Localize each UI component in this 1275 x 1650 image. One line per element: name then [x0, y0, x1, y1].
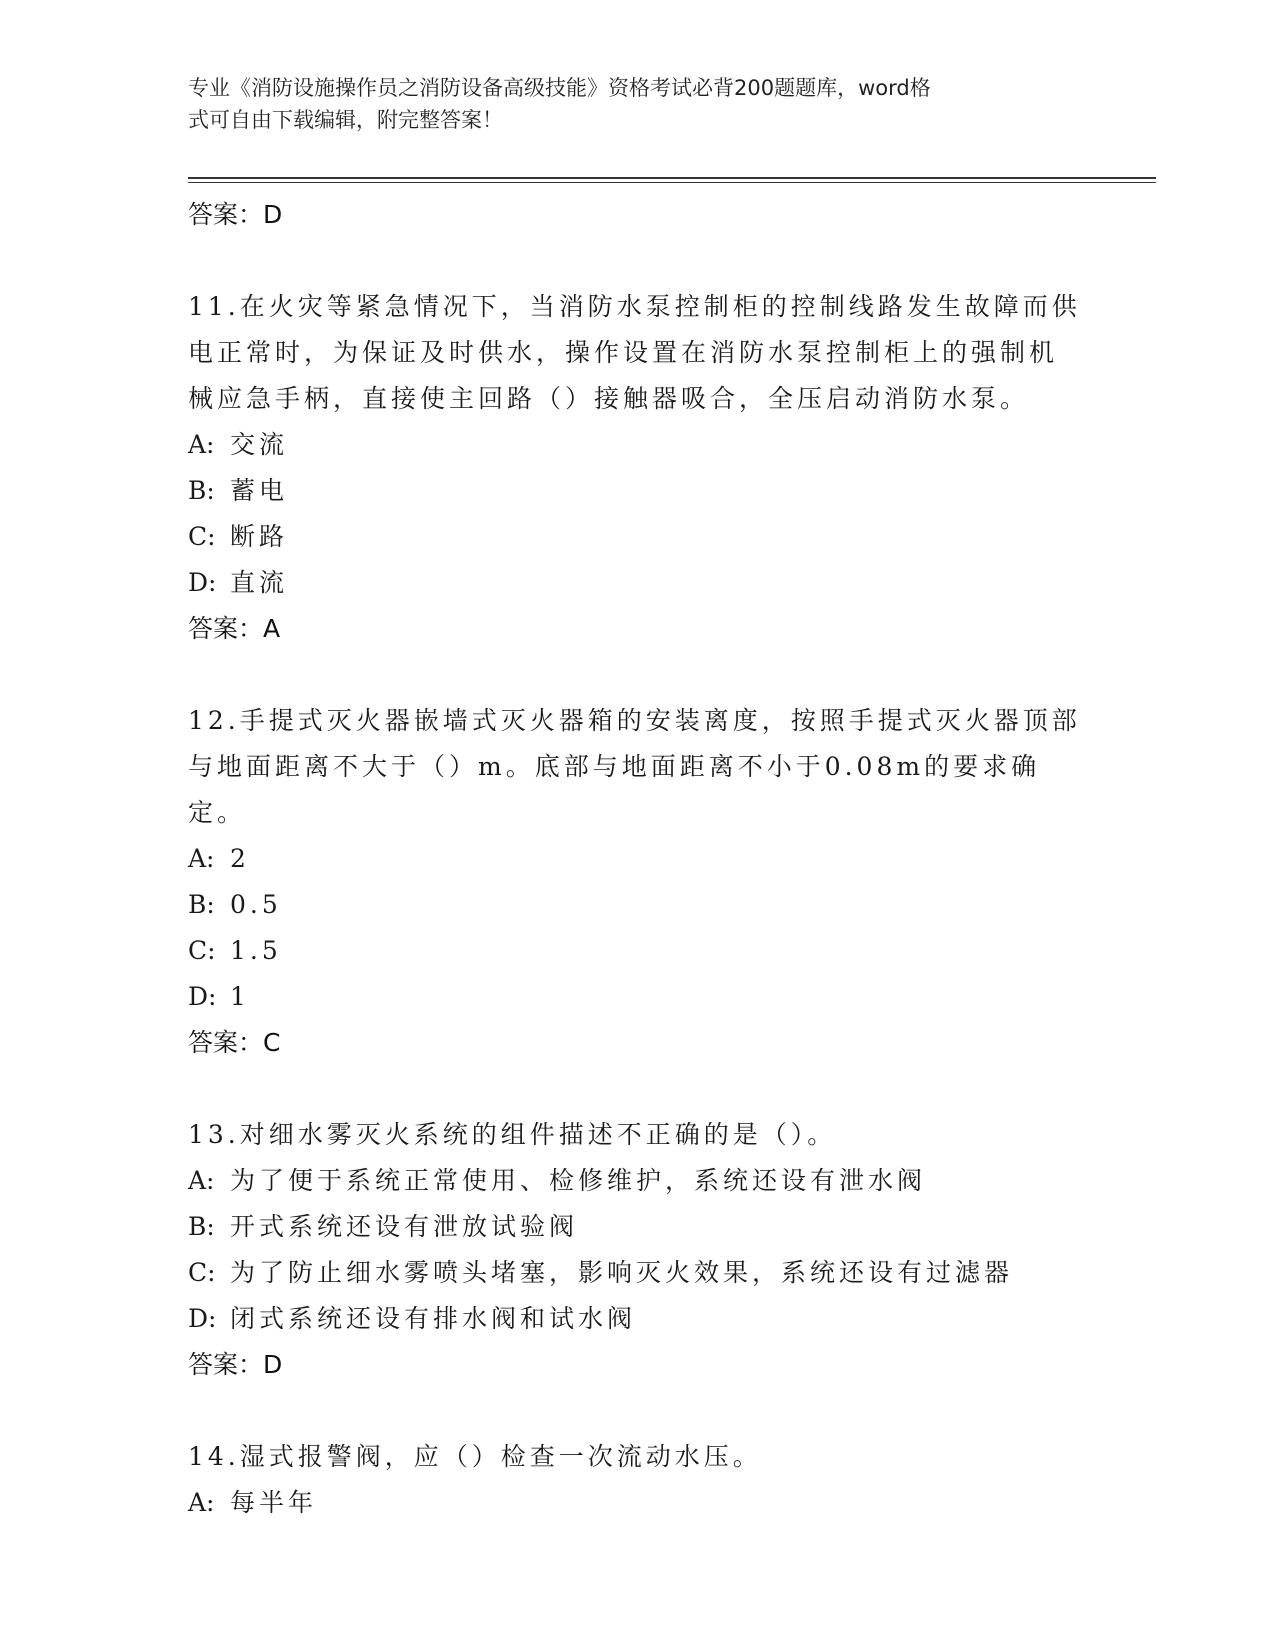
option-c — [188, 514, 1088, 560]
option-text: 1 — [230, 982, 250, 1011]
option-key: B: — [188, 1212, 215, 1241]
option-key: C: — [188, 522, 216, 551]
option-text: 蓄电 — [230, 476, 289, 505]
question-number: 12. — [188, 706, 240, 735]
option-a — [188, 836, 1088, 882]
option-text: 闭式系统还设有排水阀和试水阀 — [230, 1304, 637, 1333]
option-a — [188, 1480, 1088, 1526]
option-text: 为了防止细水雾喷头堵塞，影响灭火效果，系统还设有过滤器 — [230, 1258, 1014, 1287]
option-key: A: — [188, 1166, 215, 1195]
option-b — [188, 468, 1088, 514]
option-key: D: — [188, 568, 217, 597]
option-key: C: — [188, 936, 216, 965]
question-list — [188, 188, 1088, 1526]
option-text: 交流 — [230, 430, 289, 459]
option-a — [188, 1158, 1088, 1204]
question-line: 电正常时，为保证及时供水，操作设置在消防水泵控制柜上的强制机 — [188, 338, 1059, 367]
option-text: 开式系统还设有泄放试验阀 — [230, 1212, 579, 1241]
question-12 — [188, 698, 1088, 836]
option-text: 每半年 — [230, 1488, 318, 1517]
answer-line: 答案：A — [188, 614, 281, 643]
option-text: 1.5 — [230, 936, 282, 965]
question-text: 手提式灭火器嵌墙式灭火器箱的安装离度，按照手提式灭火器顶部 — [239, 706, 1081, 735]
question-text: 在火灾等紧急情况下，当消防水泵控制柜的控制线路发生故障而供 — [239, 292, 1081, 321]
question-line — [188, 284, 1088, 330]
answer-line: 答案：C — [188, 1028, 281, 1057]
option-b — [188, 882, 1088, 928]
option-key: C: — [188, 1258, 216, 1287]
option-d — [188, 1296, 1088, 1342]
question-line — [188, 1112, 1088, 1158]
question-text: 对细水雾灭火系统的组件描述不正确的是（）。 — [239, 1120, 837, 1149]
question-number: 14. — [188, 1442, 240, 1471]
question-text: 湿式报警阀，应（）检查一次流动水压。 — [239, 1442, 762, 1471]
header-line-1: 专业《消防设施操作员之消防设备高级技能》资格考试必背200题题库，word格 — [188, 76, 931, 100]
option-text: 2 — [230, 844, 250, 873]
question-line: 与地面距离不大于（）m。底部与地面距离不小于0.08m的要求确定。 — [188, 752, 1041, 827]
answer-line: 答案：D — [188, 1350, 283, 1379]
option-key: A: — [188, 844, 215, 873]
option-key: A: — [188, 430, 215, 459]
document-header — [188, 72, 1068, 136]
option-a — [188, 422, 1088, 468]
question-line — [188, 1434, 1088, 1480]
question-11 — [188, 284, 1088, 422]
question-number: 13. — [188, 1120, 240, 1149]
option-key: B: — [188, 890, 215, 919]
option-text: 为了便于系统正常使用、检修维护，系统还设有泄水阀 — [230, 1166, 927, 1195]
option-key: A: — [188, 1488, 215, 1517]
option-c — [188, 928, 1088, 974]
option-d — [188, 560, 1088, 606]
option-b — [188, 1204, 1088, 1250]
question-line: 械应急手柄，直接使主回路（）接触器吸合，全压启动消防水泵。 — [188, 384, 1030, 413]
option-c — [188, 1250, 1088, 1296]
question-13 — [188, 1112, 1088, 1158]
header-line-2: 式可自由下载编辑，附完整答案！ — [188, 108, 503, 132]
option-text: 0.5 — [230, 890, 282, 919]
option-key: D: — [188, 982, 217, 1011]
question-line — [188, 698, 1088, 744]
option-d — [188, 974, 1088, 1020]
question-number: 11. — [188, 292, 240, 321]
option-key: D: — [188, 1304, 217, 1333]
header-divider-thin — [188, 182, 1156, 183]
option-text: 直流 — [230, 568, 289, 597]
question-14 — [188, 1434, 1088, 1480]
option-text: 断路 — [230, 522, 289, 551]
option-key: B: — [188, 476, 215, 505]
header-divider-thick — [188, 177, 1156, 179]
answer-line: 答案：D — [188, 200, 283, 229]
